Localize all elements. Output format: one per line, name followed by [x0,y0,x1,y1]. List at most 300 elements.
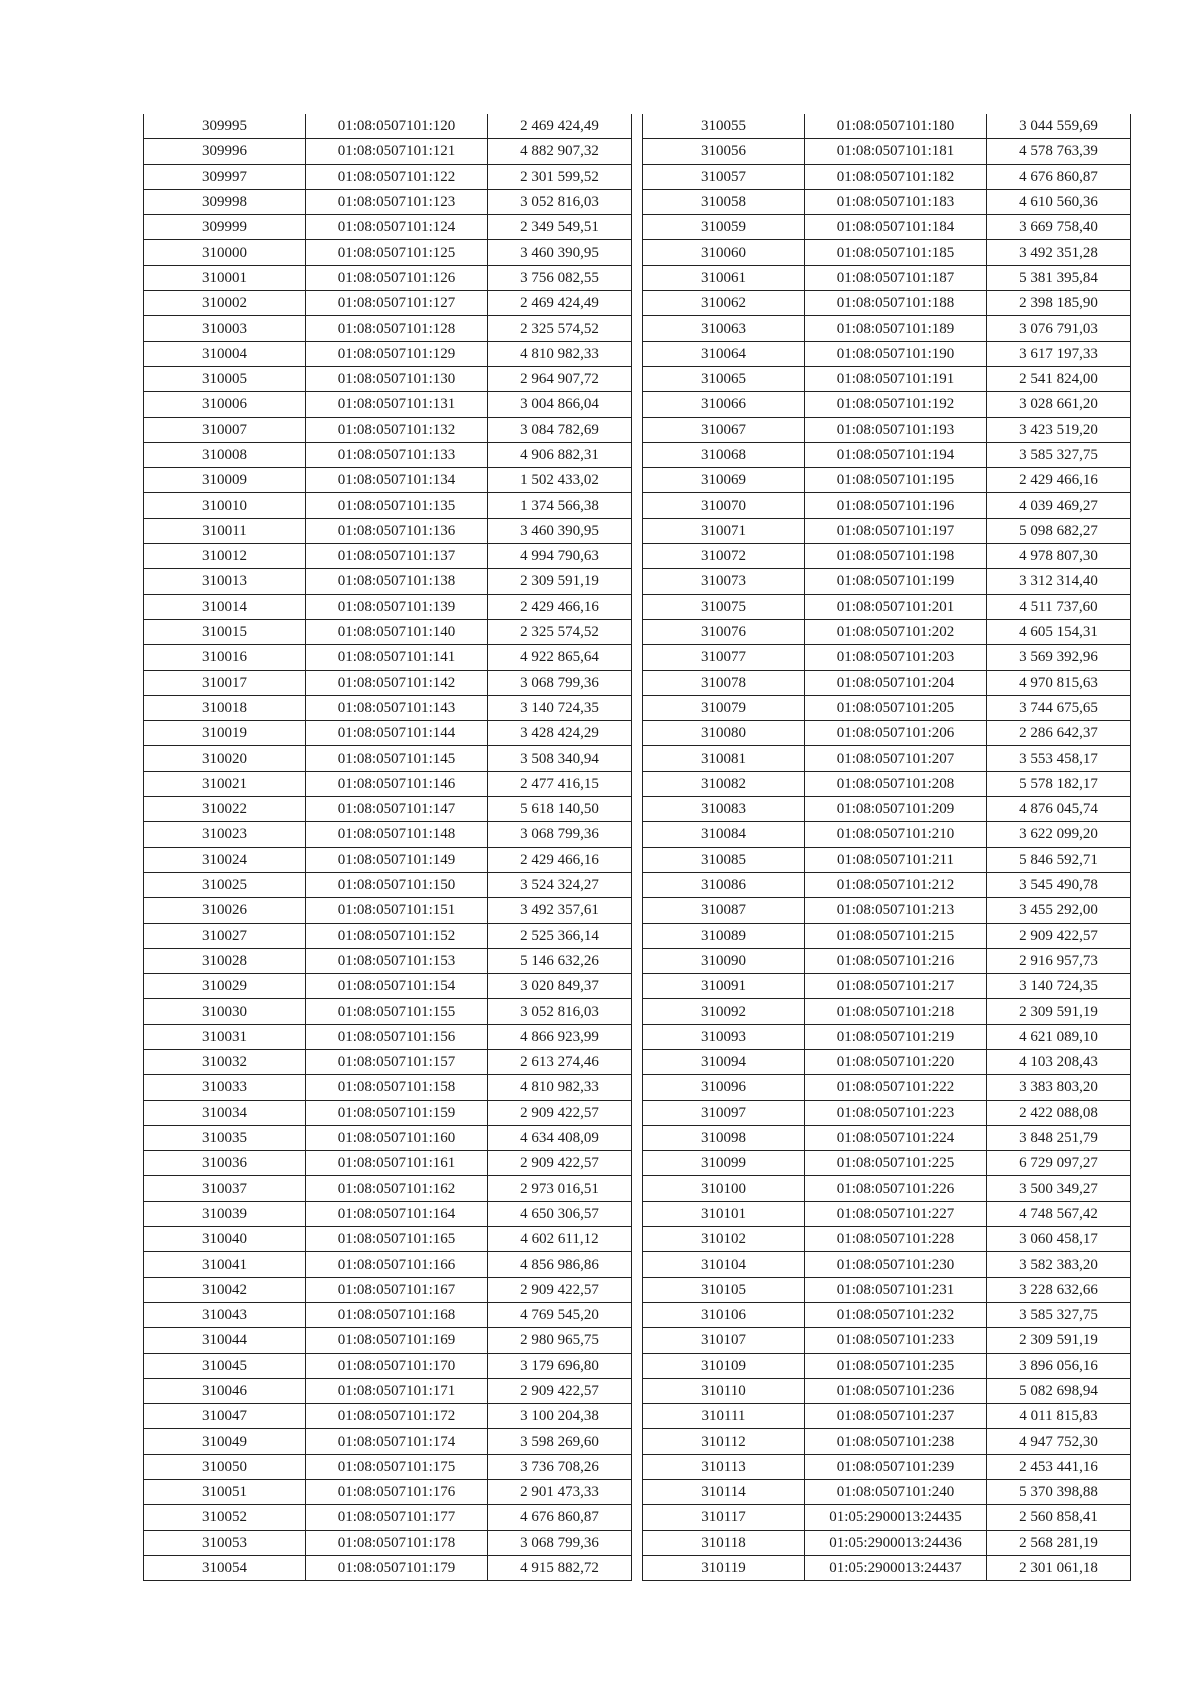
cadastral-number-cell: 01:08:0507101:179 [306,1555,488,1580]
table-row [144,721,632,746]
cadastral-value-cell: 2 909 422,57 [488,1378,632,1403]
cadastral-value-cell: 4 810 982,33 [488,341,632,366]
cadastral-value-cell: 3 052 816,03 [488,999,632,1024]
cadastral-number-cell: 01:08:0507101:236 [805,1378,987,1403]
cadastral-value-cell: 2 469 424,49 [488,114,632,139]
cadastral-value-cell: 4 602 611,12 [488,1227,632,1252]
table-row [643,265,1131,290]
table-row [643,872,1131,897]
table-row [643,366,1131,391]
record-number-cell: 310021 [144,771,306,796]
cadastral-number-cell: 01:08:0507101:142 [306,670,488,695]
cadastral-value-cell: 4 621 089,10 [987,1024,1131,1049]
cadastral-number-cell: 01:08:0507101:190 [805,341,987,366]
cadastral-value-cell: 3 848 251,79 [987,1125,1131,1150]
cadastral-value-cell: 3 460 390,95 [488,240,632,265]
record-number-cell: 310100 [643,1176,805,1201]
cadastral-number-cell: 01:08:0507101:120 [306,114,488,139]
cadastral-number-cell: 01:08:0507101:130 [306,366,488,391]
record-number-cell: 310015 [144,619,306,644]
record-number-cell: 310053 [144,1530,306,1555]
cadastral-value-cell: 3 492 357,61 [488,898,632,923]
cadastral-value-cell: 4 882 907,32 [488,139,632,164]
record-number-cell: 310112 [643,1429,805,1454]
record-number-cell: 310082 [643,771,805,796]
cadastral-value-cell: 2 469 424,49 [488,291,632,316]
cadastral-number-cell: 01:08:0507101:207 [805,746,987,771]
cadastral-number-cell: 01:08:0507101:133 [306,442,488,467]
cadastral-number-cell: 01:08:0507101:206 [805,721,987,746]
record-number-cell: 310079 [643,695,805,720]
record-number-cell: 310068 [643,442,805,467]
record-number-cell: 310096 [643,1075,805,1100]
record-number-cell: 310027 [144,923,306,948]
cadastral-number-cell: 01:08:0507101:153 [306,948,488,973]
record-number-cell: 310050 [144,1454,306,1479]
record-number-cell: 310037 [144,1176,306,1201]
cadastral-number-cell: 01:08:0507101:217 [805,974,987,999]
cadastral-number-cell: 01:08:0507101:139 [306,594,488,619]
cadastral-value-cell: 3 622 099,20 [987,822,1131,847]
record-number-cell: 310071 [643,518,805,543]
cadastral-number-cell: 01:08:0507101:189 [805,316,987,341]
table-row [643,695,1131,720]
cadastral-number-cell: 01:05:2900013:24436 [805,1530,987,1555]
table-row [643,1404,1131,1429]
table-row [643,341,1131,366]
table-row [643,797,1131,822]
table-row [643,468,1131,493]
cadastral-value-cell: 4 970 815,63 [987,670,1131,695]
record-number-cell: 310083 [643,797,805,822]
record-number-cell: 310009 [144,468,306,493]
cadastral-number-cell: 01:08:0507101:148 [306,822,488,847]
record-number-cell: 310073 [643,569,805,594]
record-number-cell: 310013 [144,569,306,594]
cadastral-number-cell: 01:08:0507101:177 [306,1505,488,1530]
cadastral-value-cell: 4 039 469,27 [987,493,1131,518]
table-row [144,1378,632,1403]
table-row [643,1227,1131,1252]
record-number-cell: 310055 [643,114,805,139]
cadastral-value-cell: 3 068 799,36 [488,1530,632,1555]
cadastral-number-cell: 01:08:0507101:123 [306,189,488,214]
cadastral-value-cell: 5 618 140,50 [488,797,632,822]
cadastral-value-cell: 6 729 097,27 [987,1151,1131,1176]
record-number-cell: 310114 [643,1480,805,1505]
cadastral-number-cell: 01:08:0507101:239 [805,1454,987,1479]
table-row [643,442,1131,467]
table-row [144,695,632,720]
table-row [144,1227,632,1252]
record-number-cell: 310023 [144,822,306,847]
cadastral-value-cell: 5 098 682,27 [987,518,1131,543]
table-row [144,923,632,948]
cadastral-number-cell: 01:08:0507101:188 [805,291,987,316]
cadastral-number-cell: 01:08:0507101:204 [805,670,987,695]
cadastral-value-cell: 3 060 458,17 [987,1227,1131,1252]
cadastral-value-cell: 2 309 591,19 [488,569,632,594]
table-row [643,847,1131,872]
cadastral-value-cell: 3 736 708,26 [488,1454,632,1479]
cadastral-value-cell: 2 901 473,33 [488,1480,632,1505]
table-row [643,1530,1131,1555]
record-number-cell: 310109 [643,1353,805,1378]
record-number-cell: 310117 [643,1505,805,1530]
cadastral-number-cell: 01:08:0507101:167 [306,1277,488,1302]
record-number-cell: 309995 [144,114,306,139]
cadastral-number-cell: 01:08:0507101:210 [805,822,987,847]
cadastral-number-cell: 01:08:0507101:226 [805,1176,987,1201]
cadastral-number-cell: 01:08:0507101:230 [805,1252,987,1277]
table-row [144,417,632,442]
cadastral-value-cell: 3 585 327,75 [987,442,1131,467]
record-number-cell: 310045 [144,1353,306,1378]
cadastral-value-cell: 2 301 599,52 [488,164,632,189]
record-number-cell: 310022 [144,797,306,822]
cadastral-value-cell: 4 605 154,31 [987,619,1131,644]
cadastral-value-cell: 3 617 197,33 [987,341,1131,366]
table-row [144,1353,632,1378]
cadastral-value-cell: 4 011 815,83 [987,1404,1131,1429]
cadastral-value-cell: 3 076 791,03 [987,316,1131,341]
table-row [643,1505,1131,1530]
cadastral-value-cell: 4 676 860,87 [488,1505,632,1530]
table-row [144,872,632,897]
table-row [144,493,632,518]
record-number-cell: 310014 [144,594,306,619]
record-number-cell: 310063 [643,316,805,341]
cadastral-value-cell: 4 769 545,20 [488,1302,632,1327]
cadastral-value-cell: 4 610 560,36 [987,189,1131,214]
cadastral-number-cell: 01:08:0507101:202 [805,619,987,644]
cadastral-value-cell: 4 866 923,99 [488,1024,632,1049]
record-number-cell: 310110 [643,1378,805,1403]
record-number-cell: 310064 [643,341,805,366]
cadastral-value-cell: 3 545 490,78 [987,872,1131,897]
table-row [643,1075,1131,1100]
table-row [144,392,632,417]
record-number-cell: 310044 [144,1328,306,1353]
cadastral-number-cell: 01:08:0507101:159 [306,1100,488,1125]
cadastral-table-right [642,114,1131,1581]
table-row [643,1378,1131,1403]
table-row [144,1024,632,1049]
cadastral-number-cell: 01:08:0507101:146 [306,771,488,796]
record-number-cell: 310047 [144,1404,306,1429]
cadastral-value-cell: 3 004 866,04 [488,392,632,417]
record-number-cell: 310080 [643,721,805,746]
cadastral-value-cell: 2 309 591,19 [987,1328,1131,1353]
record-number-cell: 310097 [643,1100,805,1125]
record-number-cell: 310006 [144,392,306,417]
record-number-cell: 310051 [144,1480,306,1505]
cadastral-number-cell: 01:08:0507101:180 [805,114,987,139]
cadastral-number-cell: 01:08:0507101:185 [805,240,987,265]
table-row [144,1075,632,1100]
cadastral-number-cell: 01:08:0507101:165 [306,1227,488,1252]
table-row [144,1328,632,1353]
cadastral-value-cell: 2 286 642,37 [987,721,1131,746]
table-row [144,1125,632,1150]
table-row [144,265,632,290]
cadastral-number-cell: 01:08:0507101:162 [306,1176,488,1201]
cadastral-value-cell: 3 744 675,65 [987,695,1131,720]
record-number-cell: 310058 [643,189,805,214]
cadastral-value-cell: 4 810 982,33 [488,1075,632,1100]
record-number-cell: 309996 [144,139,306,164]
cadastral-number-cell: 01:08:0507101:194 [805,442,987,467]
cadastral-value-cell: 4 103 208,43 [987,1049,1131,1074]
cadastral-number-cell: 01:08:0507101:182 [805,164,987,189]
cadastral-number-cell: 01:08:0507101:171 [306,1378,488,1403]
cadastral-value-cell: 2 973 016,51 [488,1176,632,1201]
table-row [643,1353,1131,1378]
cadastral-number-cell: 01:08:0507101:156 [306,1024,488,1049]
record-number-cell: 310029 [144,974,306,999]
cadastral-value-cell: 4 915 882,72 [488,1555,632,1580]
cadastral-number-cell: 01:08:0507101:197 [805,518,987,543]
table-row [144,240,632,265]
cadastral-value-cell: 2 560 858,41 [987,1505,1131,1530]
table-row [144,1277,632,1302]
cadastral-number-cell: 01:08:0507101:233 [805,1328,987,1353]
table-row [643,670,1131,695]
table-row [144,569,632,594]
cadastral-number-cell: 01:08:0507101:238 [805,1429,987,1454]
cadastral-value-cell: 3 524 324,27 [488,872,632,897]
cadastral-number-cell: 01:08:0507101:235 [805,1353,987,1378]
table-row [643,1454,1131,1479]
cadastral-number-cell: 01:08:0507101:175 [306,1454,488,1479]
cadastral-value-cell: 4 650 306,57 [488,1201,632,1226]
table-row [643,1176,1131,1201]
record-number-cell: 310019 [144,721,306,746]
cadastral-value-cell: 3 492 351,28 [987,240,1131,265]
record-number-cell: 310093 [643,1024,805,1049]
table-row [144,1302,632,1327]
cadastral-value-cell: 3 044 559,69 [987,114,1131,139]
table-row [144,670,632,695]
table-row [643,948,1131,973]
cadastral-value-cell: 3 068 799,36 [488,822,632,847]
cadastral-number-cell: 01:08:0507101:209 [805,797,987,822]
cadastral-value-cell: 4 578 763,39 [987,139,1131,164]
cadastral-value-cell: 4 511 737,60 [987,594,1131,619]
cadastral-value-cell: 2 301 061,18 [987,1555,1131,1580]
cadastral-value-cell: 5 082 698,94 [987,1378,1131,1403]
record-number-cell: 310062 [643,291,805,316]
cadastral-number-cell: 01:05:2900013:24437 [805,1555,987,1580]
table-row [643,240,1131,265]
cadastral-value-cell: 3 140 724,35 [987,974,1131,999]
cadastral-number-cell: 01:08:0507101:231 [805,1277,987,1302]
cadastral-number-cell: 01:08:0507101:129 [306,341,488,366]
record-number-cell: 310026 [144,898,306,923]
cadastral-value-cell: 4 994 790,63 [488,544,632,569]
record-number-cell: 310000 [144,240,306,265]
table-row [643,923,1131,948]
cadastral-number-cell: 01:08:0507101:169 [306,1328,488,1353]
cadastral-value-cell: 2 909 422,57 [488,1151,632,1176]
record-number-cell: 310101 [643,1201,805,1226]
cadastral-number-cell: 01:08:0507101:135 [306,493,488,518]
cadastral-number-cell: 01:08:0507101:147 [306,797,488,822]
cadastral-number-cell: 01:08:0507101:222 [805,1075,987,1100]
cadastral-number-cell: 01:08:0507101:158 [306,1075,488,1100]
table-row [643,114,1131,139]
record-number-cell: 310049 [144,1429,306,1454]
cadastral-number-cell: 01:08:0507101:199 [805,569,987,594]
cadastral-value-cell: 3 068 799,36 [488,670,632,695]
record-number-cell: 310001 [144,265,306,290]
table-row [144,948,632,973]
record-number-cell: 310092 [643,999,805,1024]
record-number-cell: 310056 [643,139,805,164]
cadastral-value-cell: 4 748 567,42 [987,1201,1131,1226]
cadastral-number-cell: 01:08:0507101:208 [805,771,987,796]
cadastral-value-cell: 3 228 632,66 [987,1277,1131,1302]
cadastral-number-cell: 01:05:2900013:24435 [805,1505,987,1530]
record-number-cell: 310113 [643,1454,805,1479]
table-row [643,1125,1131,1150]
cadastral-value-cell: 2 568 281,19 [987,1530,1131,1555]
record-number-cell: 310118 [643,1530,805,1555]
record-number-cell: 310054 [144,1555,306,1580]
table-row [144,1480,632,1505]
table-row [144,771,632,796]
record-number-cell: 310075 [643,594,805,619]
cadastral-value-cell: 2 909 422,57 [488,1100,632,1125]
cadastral-number-cell: 01:08:0507101:240 [805,1480,987,1505]
cadastral-value-cell: 5 370 398,88 [987,1480,1131,1505]
cadastral-number-cell: 01:08:0507101:218 [805,999,987,1024]
record-number-cell: 310099 [643,1151,805,1176]
table-row [643,771,1131,796]
record-number-cell: 310087 [643,898,805,923]
cadastral-number-cell: 01:08:0507101:138 [306,569,488,594]
cadastral-value-cell: 3 582 383,20 [987,1252,1131,1277]
table-row [643,139,1131,164]
record-number-cell: 310091 [643,974,805,999]
cadastral-number-cell: 01:08:0507101:181 [805,139,987,164]
cadastral-number-cell: 01:08:0507101:198 [805,544,987,569]
cadastral-number-cell: 01:08:0507101:215 [805,923,987,948]
cadastral-number-cell: 01:08:0507101:127 [306,291,488,316]
cadastral-number-cell: 01:08:0507101:131 [306,392,488,417]
cadastral-value-cell: 3 756 082,55 [488,265,632,290]
cadastral-value-cell: 2 980 965,75 [488,1328,632,1353]
cadastral-number-cell: 01:08:0507101:183 [805,189,987,214]
cadastral-number-cell: 01:08:0507101:157 [306,1049,488,1074]
table-row [144,442,632,467]
cadastral-number-cell: 01:08:0507101:205 [805,695,987,720]
cadastral-value-cell: 2 964 907,72 [488,366,632,391]
cadastral-value-cell: 2 398 185,90 [987,291,1131,316]
cadastral-value-cell: 5 578 182,17 [987,771,1131,796]
record-number-cell: 310010 [144,493,306,518]
cadastral-value-cell: 2 613 274,46 [488,1049,632,1074]
record-number-cell: 310032 [144,1049,306,1074]
cadastral-number-cell: 01:08:0507101:136 [306,518,488,543]
cadastral-number-cell: 01:08:0507101:187 [805,265,987,290]
cadastral-value-cell: 2 325 574,52 [488,619,632,644]
cadastral-value-cell: 4 947 752,30 [987,1429,1131,1454]
cadastral-value-cell: 3 084 782,69 [488,417,632,442]
cadastral-number-cell: 01:08:0507101:223 [805,1100,987,1125]
table-row [643,1302,1131,1327]
cadastral-number-cell: 01:08:0507101:228 [805,1227,987,1252]
table-row [643,619,1131,644]
table-row [643,1049,1131,1074]
cadastral-number-cell: 01:08:0507101:128 [306,316,488,341]
cadastral-table-left [143,114,632,1581]
cadastral-number-cell: 01:08:0507101:151 [306,898,488,923]
cadastral-number-cell: 01:08:0507101:152 [306,923,488,948]
cadastral-value-cell: 1 374 566,38 [488,493,632,518]
record-number-cell: 310012 [144,544,306,569]
record-number-cell: 310119 [643,1555,805,1580]
cadastral-value-cell: 2 429 466,16 [987,468,1131,493]
record-number-cell: 310052 [144,1505,306,1530]
cadastral-value-cell: 4 922 865,64 [488,645,632,670]
table-row [144,619,632,644]
record-number-cell: 310061 [643,265,805,290]
cadastral-value-cell: 2 349 549,51 [488,215,632,240]
cadastral-value-cell: 4 876 045,74 [987,797,1131,822]
record-number-cell: 310008 [144,442,306,467]
cadastral-value-cell: 5 846 592,71 [987,847,1131,872]
record-number-cell: 310031 [144,1024,306,1049]
table-row [643,518,1131,543]
cadastral-value-cell: 3 140 724,35 [488,695,632,720]
table-row [643,999,1131,1024]
table-row [144,215,632,240]
table-row [144,1049,632,1074]
table-row [643,392,1131,417]
table-row [144,1530,632,1555]
record-number-cell: 310085 [643,847,805,872]
record-number-cell: 310017 [144,670,306,695]
cadastral-number-cell: 01:08:0507101:124 [306,215,488,240]
cadastral-number-cell: 01:08:0507101:122 [306,164,488,189]
table-row [144,1201,632,1226]
cadastral-value-cell: 3 028 661,20 [987,392,1131,417]
record-number-cell: 310102 [643,1227,805,1252]
table-row [643,1252,1131,1277]
table-row [144,1555,632,1580]
record-number-cell: 310090 [643,948,805,973]
record-number-cell: 310094 [643,1049,805,1074]
table-row [643,974,1131,999]
cadastral-number-cell: 01:08:0507101:168 [306,1302,488,1327]
cadastral-number-cell: 01:08:0507101:232 [805,1302,987,1327]
table-row [144,1429,632,1454]
cadastral-value-cell: 2 422 088,08 [987,1100,1131,1125]
cadastral-value-cell: 2 453 441,16 [987,1454,1131,1479]
cadastral-value-cell: 3 460 390,95 [488,518,632,543]
record-number-cell: 310040 [144,1227,306,1252]
cadastral-value-cell: 3 508 340,94 [488,746,632,771]
record-number-cell: 310020 [144,746,306,771]
record-number-cell: 310060 [643,240,805,265]
cadastral-value-cell: 4 906 882,31 [488,442,632,467]
cadastral-number-cell: 01:08:0507101:213 [805,898,987,923]
cadastral-number-cell: 01:08:0507101:166 [306,1252,488,1277]
cadastral-number-cell: 01:08:0507101:237 [805,1404,987,1429]
record-number-cell: 310011 [144,518,306,543]
table-row [643,569,1131,594]
